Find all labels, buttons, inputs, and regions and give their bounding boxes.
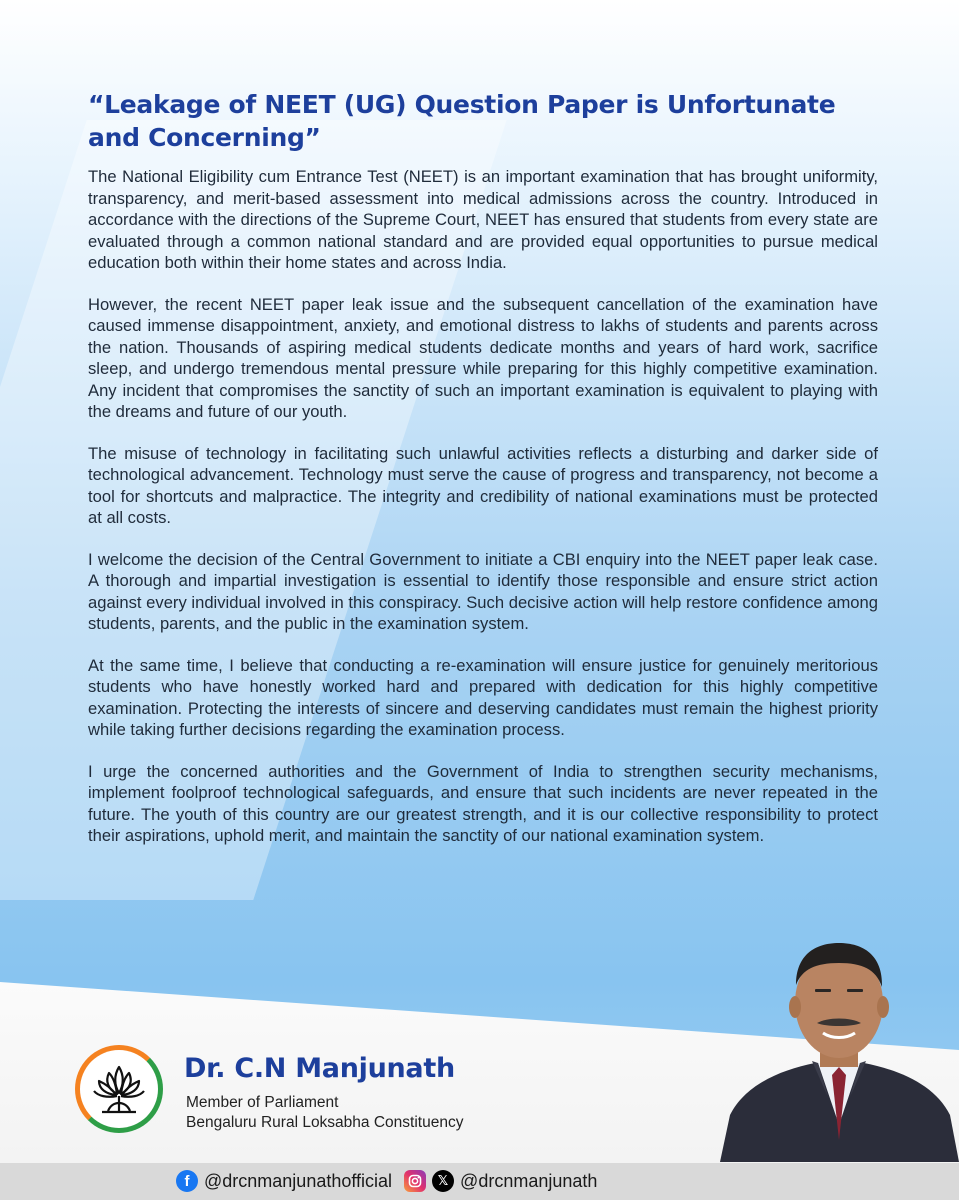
x-icon[interactable]: 𝕏 [432, 1170, 454, 1192]
party-lotus-logo [75, 1045, 163, 1133]
signatory-name: Dr. C.N Manjunath [184, 1053, 455, 1084]
paragraph-4: I welcome the decision of the Central Government to initiate a CBI enquiry into the NEET paper leak case. A thorough and impartial investigation is essential to identify those responsible and ensure strict action against every individual involved in this conspiracy. Such decisive action will help restore confidence among students, parents, and the public in the examination system. [88, 549, 878, 633]
paragraph-1: The National Eligibility cum Entrance Test (NEET) is an important examination that has brought uniformity, transparency, and merit-based assessment into medical admissions across the country. Introduced in accordance with the directions of the Supreme Court, NEET has ensured that students from every state are evaluated through a common national standard and are provided equal opportunities to pursue medical education both within their home states and across India. [88, 167, 878, 272]
facebook-handle[interactable]: @drcnmanjunathofficial [204, 1170, 393, 1191]
signatory-role: Member of Parliament [186, 1094, 339, 1111]
paragraph-2: However, the recent NEET paper leak issue and the subsequent cancellation of the examination have caused immense disappointment, anxiety, and emotional distress to lakhs of students and parents across the nation. Thousands of aspiring medical students dedicate months and years of hard work, sacrifice sleep, and undergo tremendous mental pressure while preparing for this highly competitive examination. Any incident that compromises the sanctity of such an important examination is equivalent to playing with the dreams and future of our youth. [88, 294, 878, 421]
paragraph-3: The misuse of technology in facilitating such unlawful activities reflects a disturbing and darker side of technological advancement. Technology must serve the cause of progress and transparency, not become a tool for shortcuts and malpractice. The integrity and credibility of national examinations must be protected at all costs. [88, 443, 878, 527]
social-handles [176, 1168, 597, 1194]
lotus-icon [90, 1059, 148, 1119]
statement-content [88, 88, 878, 867]
instagram-icon[interactable] [404, 1170, 426, 1192]
page-title: “Leakage of NEET (UG) Question Paper is Unfortunate and Concerning” [88, 90, 836, 152]
paragraph-5: At the same time, I believe that conducting a re-examination will ensure justice for genuinely meritorious students who have honestly worked hard and prepared with dedication for this highly competitive examination. Protecting the interests of sincere and deserving candidates must remain the highest priority while taking further decisions regarding the examination process. [88, 655, 878, 739]
signatory-constituency: Bengaluru Rural Loksabha Constituency [186, 1114, 464, 1131]
signatory-portrait [720, 925, 959, 1162]
facebook-icon[interactable]: f [176, 1170, 198, 1192]
paragraph-6: I urge the concerned authorities and the Government of India to strengthen security mechanisms, implement foolproof technological safeguards, and ensure that such incidents are never repeated in the future. The youth of this country are our greatest strength, and it is our collective responsibility to protect their aspirations, uphold merit, and maintain the sanctity of our national examination system. [88, 761, 878, 845]
instagram-x-handle[interactable]: @drcnmanjunath [460, 1170, 598, 1191]
